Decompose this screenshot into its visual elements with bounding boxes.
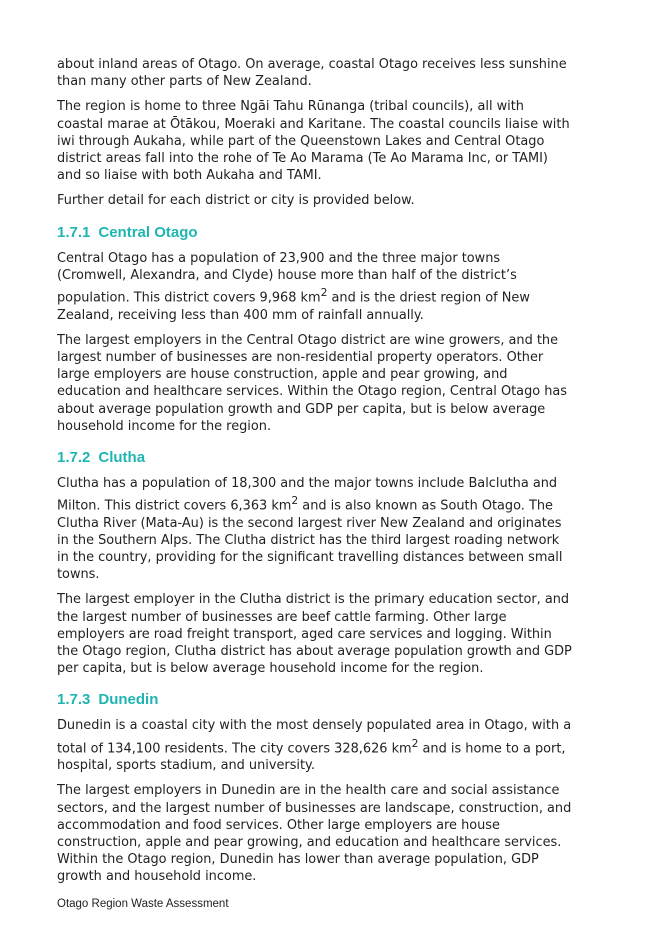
central-otago-paragraph-1: Central Otago has a population of 23,900 and the three major towns (Cromwell, Alexandra, and Clyde) house more than half of the district’s population. This district covers 9,968 $km^2$ and is the driest region of New Zealand, receiving less than 400 mm of rainfall annually. bbox=[57, 250, 530, 323]
superscript: 2 bbox=[291, 494, 299, 508]
section-number: 1.7.1 bbox=[57, 223, 91, 241]
section-title: Clutha bbox=[98, 448, 146, 466]
section-title: Central Otago bbox=[98, 223, 198, 241]
section-heading-central-otago bbox=[57, 224, 573, 242]
intro-paragraph-2: The region is home to three Ngāi Tahu Rūnanga (tribal councils), all with coastal marae at Ōtākou, Moeraki and Karitane. The coastal councils liaise with iwi through Aukaha, while part of the Queenstown Lakes and Central Otago district areas fall into the rohe of Te Ao Marama (Te Ao Marama Inc, or TAMI) and so liaise with both Aukaha and TAMI. bbox=[57, 99, 570, 184]
superscript: 2 bbox=[411, 736, 419, 750]
page-footer: Otago Region Waste Assessment bbox=[57, 898, 229, 910]
intro-paragraph-1: about inland areas of Otago. On average, coastal Otago receives less sunshine than many other parts of New Zealand. bbox=[57, 57, 567, 90]
section-heading-clutha bbox=[57, 449, 573, 467]
section-number: 1.7.2 bbox=[57, 448, 91, 466]
section-number: 1.7.3 bbox=[57, 691, 91, 709]
central-otago-paragraph-2: The largest employers in the Central Otago district are wine growers, and the largest number of businesses are non-residential property operators. Other large employers are house construction, apple and pear growing, and education and healthcare services. Within the Otago region, Central Otago has about average population growth and GDP per capita, but is below average household income for the region. bbox=[57, 332, 568, 434]
clutha-paragraph-2: The largest employer in the Clutha district is the primary education sector, and the largest number of businesses are beef cattle farming. Other large employers are road freight transport, aged care services and logging. Within the Otago region, Clutha district has about average population growth and GDP per capita, but is below average household income for the region. bbox=[57, 592, 572, 677]
superscript: 2 bbox=[320, 286, 328, 300]
section-title: Dunedin bbox=[98, 691, 159, 709]
dunedin-paragraph-2: The largest employers in Dunedin are in the health care and social assistance sectors, and the largest number of businesses are landscape, construction, and accommodation and food services. Other large employers are house construction, apple and pear growing, and education and healthcare services. Within the Otago region, Dunedin has lower than average population, GDP growth and household income. bbox=[57, 783, 572, 885]
section-heading-dunedin bbox=[57, 691, 573, 709]
clutha-paragraph-1: Clutha has a population of 18,300 and the major towns include Balclutha and Milton. This district covers 6,363 $km^2$ and is also known as South Otago. The Clutha River (Mata-Au) is the second largest river New Zealand and originates in the Southern Alps. The Clutha district has the third largest roading network in the country, providing for the significant travelling distances between small towns. bbox=[57, 475, 563, 583]
dunedin-paragraph-1: Dunedin is a coastal city with the most densely populated area in Otago, with a total of 134,100 residents. The city covers 328,626 $km^2$ and is home to a port, hospital, sports stadium, and university. bbox=[57, 718, 572, 774]
intro-paragraph-3: Further detail for each district or city is provided below. bbox=[57, 193, 415, 209]
document-page bbox=[57, 56, 573, 894]
